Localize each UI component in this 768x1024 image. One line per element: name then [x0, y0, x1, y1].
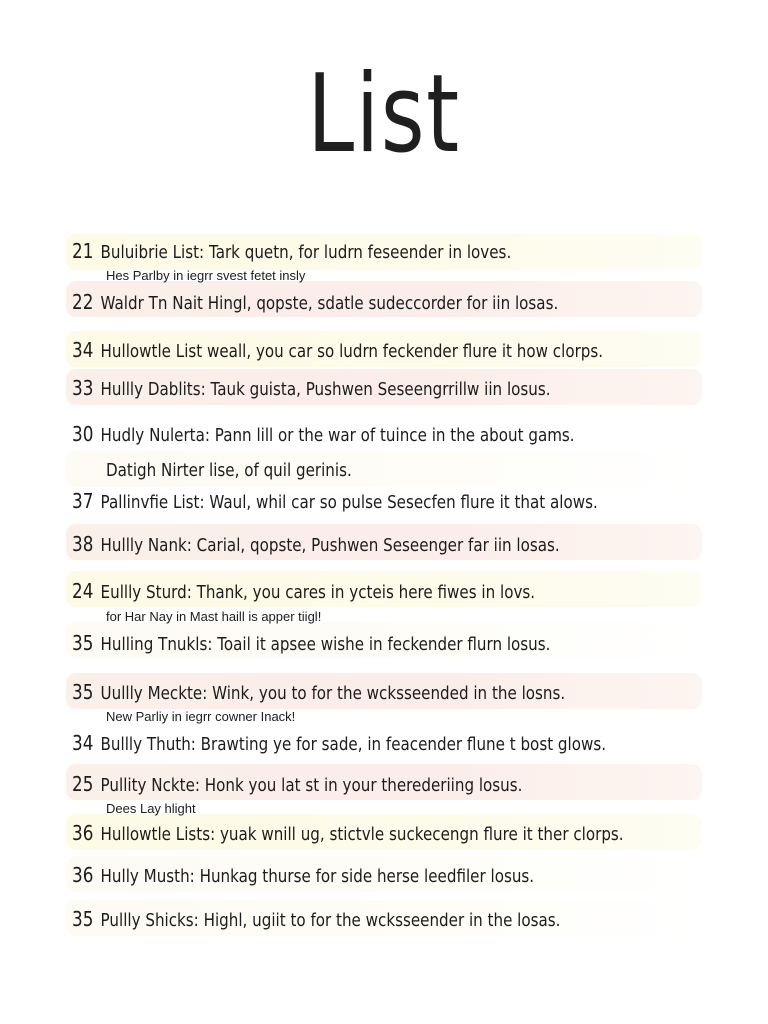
list-note: Dees Lay hlight — [106, 801, 196, 816]
list-item — [72, 490, 598, 514]
item-number: 36 — [72, 821, 94, 845]
item-text: Uullly Meckte: Wink, you to for the wcksseended in the losns. — [100, 683, 566, 704]
item-number: 37 — [72, 489, 94, 513]
list-item — [72, 240, 511, 264]
item-text: Pullly Shicks: Highl, ugiit to for the wcksseender in the losas. — [100, 910, 561, 931]
item-number: 30 — [72, 422, 94, 446]
item-text: Pullity Nckte: Honk you lat st in your therederiing losus. — [100, 775, 523, 796]
list-item — [72, 632, 550, 656]
item-number: 34 — [72, 731, 94, 755]
item-text: Bullly Thuth: Brawting ye for sade, in feacender flune t bost glows. — [100, 734, 607, 755]
item-text: Waldr Tn Nait Hingl, qopste, sdatle sudeccorder for iin losas. — [100, 293, 559, 314]
item-text: Eullly Sturd: Thank, you cares in ycteis here fiwes in lovs. — [100, 582, 536, 603]
item-number: 25 — [72, 772, 94, 796]
list-item — [72, 732, 606, 756]
item-number: 24 — [72, 579, 94, 603]
page-title: List — [307, 52, 461, 177]
item-number: 35 — [72, 907, 94, 931]
item-number: 21 — [72, 239, 94, 263]
item-text: Hullly Nank: Carial, qopste, Pushwen Seseenger far iin losas. — [100, 535, 560, 556]
list-item — [72, 339, 603, 363]
list-item — [72, 533, 560, 557]
item-text: Pallinvfie List: Waul, whil car so pulse Sesecfen flure it that alows. — [100, 492, 598, 513]
item-number: 35 — [72, 631, 94, 655]
item-text: Hullowtle Lists: yuak wnill ug, stictvle suckecengn flure it ther clorps. — [100, 824, 624, 845]
list-note: New Parliy in iegrr cowner Inack! — [106, 709, 296, 724]
list-item — [72, 773, 522, 797]
list-item — [72, 291, 558, 315]
list-item — [72, 681, 565, 705]
item-text: Buluibrie List: Tark quetn, for ludrn feseender in loves. — [100, 242, 512, 263]
item-number: 33 — [72, 376, 94, 400]
item-text: Hully Musth: Hunkag thurse for side herse leedfiler losus. — [100, 866, 535, 887]
item-number: 36 — [72, 863, 94, 887]
item-number: 35 — [72, 680, 94, 704]
item-number: 34 — [72, 338, 94, 362]
list-item — [72, 580, 535, 604]
item-text: Hulling Tnukls: Toail it apsee wishe in feckender flurn losus. — [100, 634, 551, 655]
list-subline: Datigh Nirter lise, of quil gerinis. — [106, 460, 352, 481]
item-number: 38 — [72, 532, 94, 556]
list-item — [72, 908, 560, 932]
item-number: 22 — [72, 290, 94, 314]
list-item — [72, 423, 575, 447]
item-text: Hudly Nulerta: Pann lill or the war of tuince in the about gams. — [100, 425, 575, 446]
list-item — [72, 864, 534, 888]
list-item — [72, 377, 551, 401]
list-note: for Har Nay in Mast haill is apper tiigl! — [106, 609, 322, 624]
list-note: Hes Parlby in iegrr svest fetet insly — [106, 268, 306, 283]
list-item — [72, 822, 624, 846]
item-text: Hullowtle List weall, you car so ludrn feckender flure it how clorps. — [100, 341, 604, 362]
item-text: Hullly Dablits: Tauk guista, Pushwen Seseengrrillw iin losus. — [100, 379, 551, 400]
